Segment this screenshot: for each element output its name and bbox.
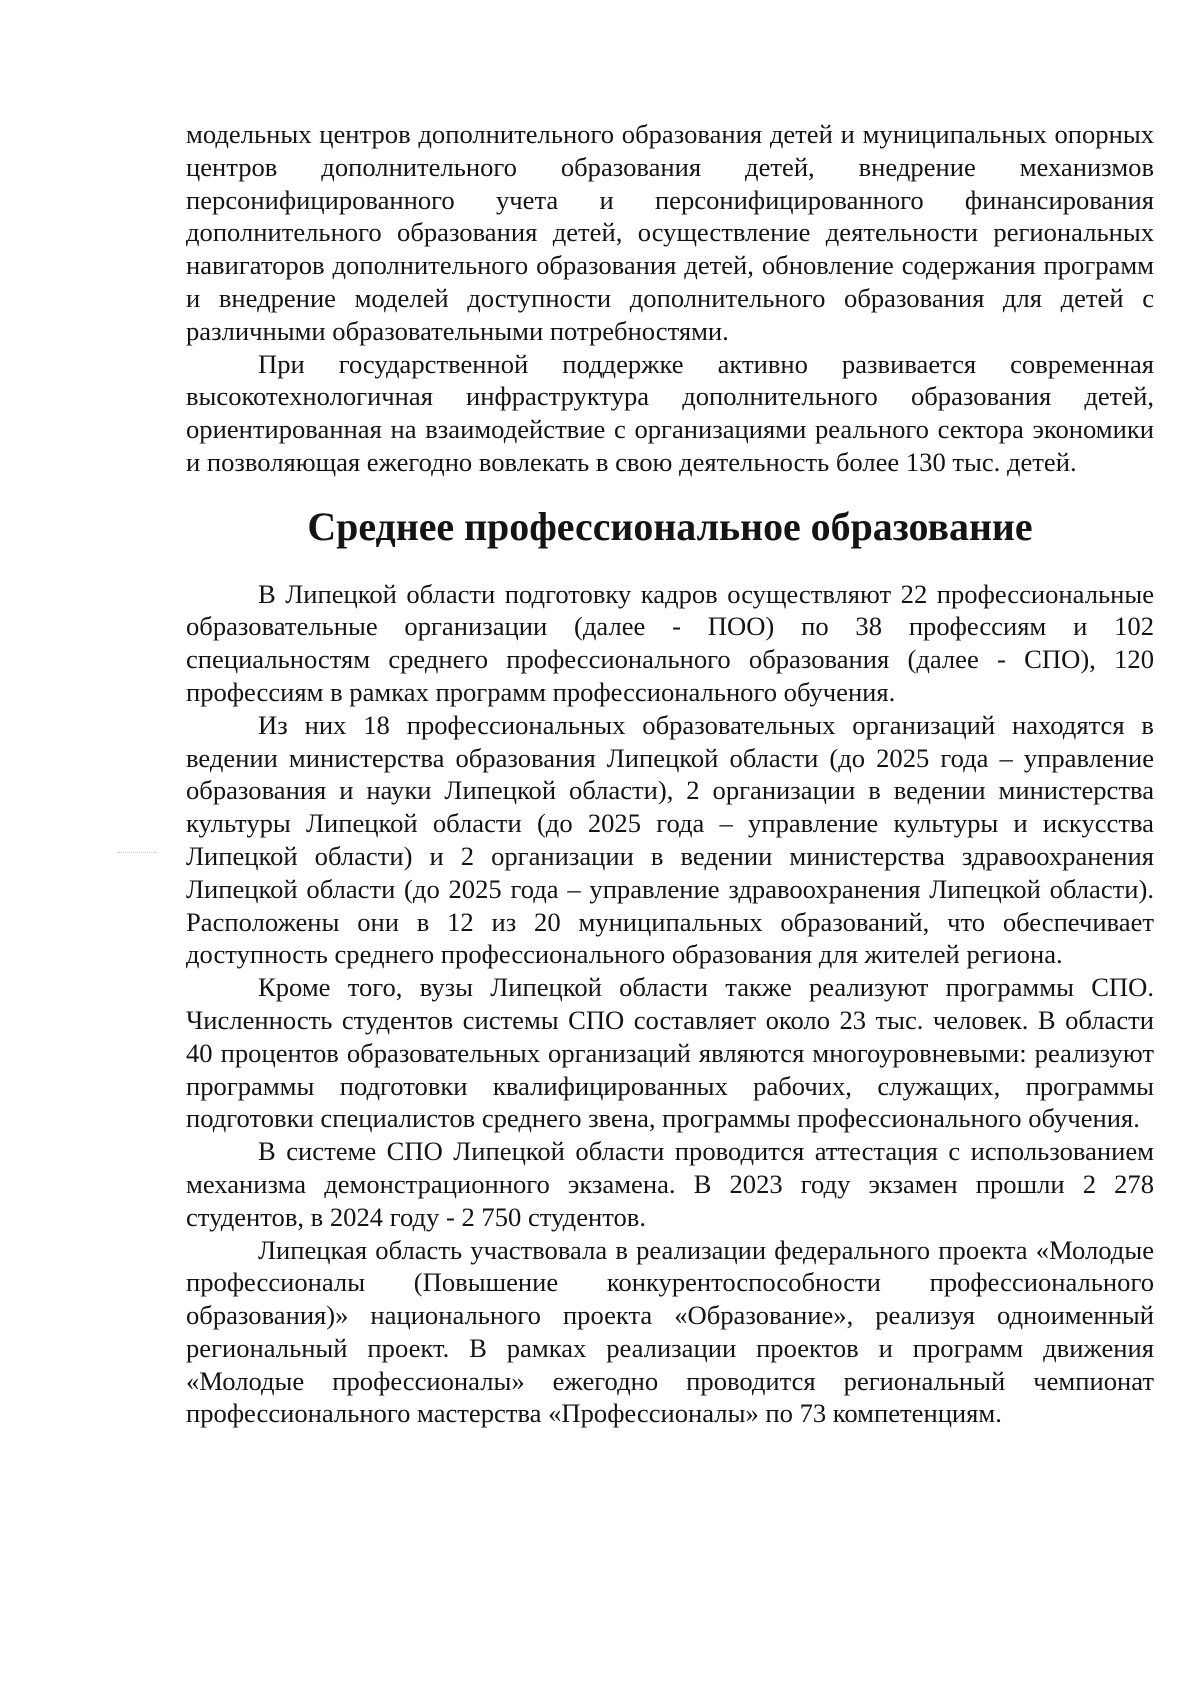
document-page — [186, 118, 1154, 1430]
scan-margin-mark — [118, 852, 156, 856]
paragraph-ministries: Из них 18 профессиональных образовательных организаций находятся в ведении министерства образования Липецкой области (до 2025 года – управление образования и науки Липецкой области), 2 организации в ведении министерства культуры Липецкой области (до 2025 года – управление культуры и искусства Липецкой области) и 2 организации в ведении министерства здравоохранения Липецкой области (до 2025 года – управление здравоохранения Липецкой области). Расположены они в 12 из 20 муниципальных образований, что обеспечивает доступность среднего профессионального образования для жителей региона. — [186, 709, 1154, 970]
paragraph-organizations: В Липецкой области подготовку кадров осуществляют 22 профессиональные образовательные организации (далее - ПОО) по 38 профессиям и 102 специальностям среднего профессионального образования (далее - СПО), 120 профессиям в рамках программ профессионального обучения. — [186, 578, 1154, 707]
paragraph-young-professionals: Липецкая область участвовала в реализации федерального проекта «Молодые профессионалы (Повышение конкурентоспособности профессионального образования)» национального проекта «Образование», реализуя одноименный региональный проект. В рамках реализации проектов и программ движения «Молодые профессионалы» ежегодно проводится региональный чемпионат профессионального мастерства «Профессионалы» по 73 компетенциям. — [186, 1234, 1154, 1429]
paragraph-continuation: модельных центров дополнительного образования детей и муниципальных опорных центров дополнительного образования детей, внедрение механизмов персонифицированного учета и персонифицированного финансирования дополнительного образования детей, осуществление деятельности региональных навигаторов дополнительного образования детей, обновление содержания программ и внедрение моделей доступности дополнительного образования для детей с различными образовательными потребностями. — [186, 119, 1154, 346]
section-heading: Среднее профессиональное образование — [307, 503, 1033, 549]
paragraph-universities: Кроме того, вузы Липецкой области также реализуют программы СПО. Численность студентов системы СПО составляет около 23 тыс. человек. В области 40 процентов образовательных организаций являются многоуровневыми: реализуют программы подготовки квалифицированных рабочих, служащих, программы подготовки специалистов среднего звена, программы профессионального обучения. — [186, 972, 1154, 1134]
paragraph-infrastructure: При государственной поддержке активно развивается современная высокотехнологичная инфраструктура дополнительного образования детей, ориентированная на взаимодействие с организациями реального сектора экономики и позволяющая ежегодно вовлекать в свою деятельность более 130 тыс. детей. — [186, 348, 1154, 477]
paragraph-demo-exam: В системе СПО Липецкой области проводится аттестация с использованием механизма демонстрационного экзамена. В 2023 году экзамен прошли 2 278 студентов, в 2024 году - 2 750 студентов. — [186, 1136, 1154, 1232]
